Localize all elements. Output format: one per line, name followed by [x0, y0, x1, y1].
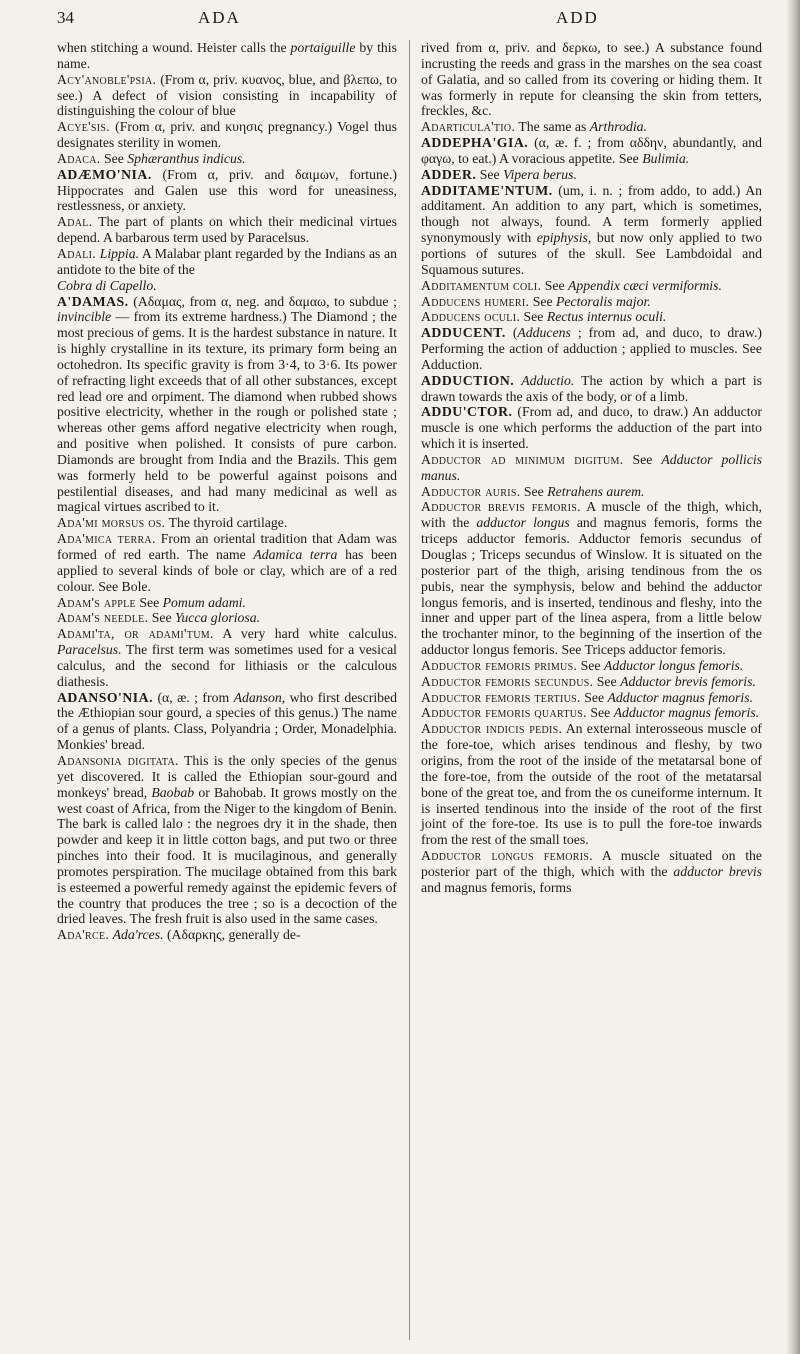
entry-text: when stitching a wound. Heister calls the [57, 40, 291, 55]
column-divider [409, 40, 410, 1340]
entry-headword: Adami'ta, or adami'tum. [57, 626, 214, 642]
dictionary-entry [421, 848, 762, 896]
entry-text: ( [505, 325, 518, 341]
entry-headword: Acy'anoble'psia. [57, 71, 157, 87]
dictionary-entry [57, 626, 397, 689]
dictionary-entry [57, 595, 397, 611]
entry-text-tail: or Bahobab. It grows mostly on the west coast of Africa, from the Niger to the kingdom of Benin. The bark is called lalo : the negroes dry it in the shade, then powder and keep it in little cotton bags, and put two or three pinches into their food. It is mucilaginous, and generally promotes perspiration. The mucilage obtained from this bark is esteemed a powerful remedy against the epidemic fevers of the country that produces the tree ; so is a decoction of the dried leaves. The fresh fruit is also used in the same cases. [57, 784, 397, 927]
entry-text: (From ad, and duco, to draw.) An adductor muscle is one which performs the adduction of the part into which it is inserted. [421, 404, 762, 452]
dictionary-entry [421, 309, 762, 325]
dictionary-entry [421, 183, 762, 278]
entry-cross-reference: Bulimia. [642, 150, 690, 166]
entry-cross-reference: Paracelsus. [57, 642, 122, 658]
entry-headword: Ada'mica terra. [57, 531, 156, 547]
entry-cross-reference: Adductio. [521, 372, 575, 388]
entry-text-tail: but now only applied to two portions of sutures of the skull. See Lambdoidal and Squamous sutures. [421, 230, 762, 277]
entry-text: See [529, 293, 557, 309]
entry-cross-reference: Appendix cæci vermiformis. [568, 277, 722, 293]
entry-text: (α, æ. ; from [153, 689, 234, 705]
dictionary-entry [57, 294, 397, 516]
entry-text: See [520, 483, 548, 499]
running-head-left: ADA [198, 8, 241, 27]
entry-text: (um, i. n. ; from addo, to add.) An additament. An addition to any part, which is sometimes, though not always, found. A term formerly applied synonymously with [421, 182, 762, 246]
entry-headword: ADDEPHA'GIA. [421, 135, 529, 151]
entry-text-tail: ; from ad, and duco, to draw.) Performing the action of adduction ; applied to muscles. See Adduction. [421, 325, 762, 372]
dictionary-entry [421, 373, 762, 405]
entry-cross-reference: Pectoralis major. [556, 293, 651, 309]
entry-cross-reference: Adducens [517, 325, 571, 341]
entry-text: See [135, 594, 163, 610]
entry-text: rived from α, priv. and δερκω, to see.) A substance found incrusting the reeds and grass in the marshes on the sea coast of Galatia, and so called from its covering or hiding them. It was formerly in repute for cleansing the skin from tetters, freckles, &c. [421, 40, 762, 119]
entry-cross-reference: Pomum adami. [162, 594, 246, 610]
entry-cross-reference: adductor longus [476, 515, 570, 531]
entry-cross-reference: Vipera berus. [503, 166, 577, 182]
entry-cross-reference: Adamica terra [253, 547, 338, 562]
running-head-right: ADD [556, 8, 599, 27]
entry-headword: Adductor femoris primus. [421, 657, 578, 673]
entry-headword: Adal. [57, 214, 93, 230]
entry-text: (From α, priv. and κυησις pregnancy.) Vogel thus designates sterility in women. [57, 119, 397, 151]
entry-headword: Acye'sis. [57, 119, 110, 135]
entry-text: See [580, 689, 608, 705]
entry-headword: Adductor femoris quartus. [421, 705, 587, 721]
entry-text-tail: The first term was sometimes used for a vesical calculus, and the second for lithiasis or the calculous diathesis. [57, 642, 397, 689]
entry-headword: Adansonia digitata. [57, 752, 179, 768]
entry-text: (α, æ. f. ; from αδδην, abundantly, and φαγω, to eat.) A voracious appetite. See [421, 135, 762, 166]
entry-text: (From α, priv. and δαιμων, fortune.) Hippocrates and Galen use this word for uneasiness, restlessness, or anxiety. [57, 166, 397, 214]
dictionary-entry [57, 246, 397, 278]
entry-headword: Adductor brevis femoris. [421, 499, 581, 515]
dictionary-entry [57, 119, 397, 151]
entry-cross-reference: Adanson, [233, 689, 286, 705]
dictionary-entry [57, 214, 397, 246]
entry-headword: Adductor auris. [421, 483, 521, 499]
entry-headword: ADANSO'NIA. [57, 689, 154, 705]
entry-cross-reference: Adductor longus femoris. [603, 657, 744, 673]
entry-cross-reference: Arthrodia. [589, 119, 647, 135]
entry-text-tail: and magnus femoris, forms the triceps adductor femoris. Adductor femoris secundus of Douglas ; Triceps secundus of Winslow. It is situated on the posterior part of the thigh, arising tendinous from the os pubis, near the symphysis, below and behind the adductor longus femoris, and is inserted, tendinous and fleshy, into the inner and upper part of the linea aspera, from a little below the trochanter minor, to the beginning of the insertion of the adductor longus femoris. See Triceps adductor femoris. [421, 515, 763, 658]
entry-headword: Adaca. [57, 150, 101, 166]
entry-headword: Adam's needle. [57, 610, 149, 626]
entry-headword: ADDUCTION. [421, 372, 515, 388]
entry-text: The thyroid cartilage. [165, 515, 288, 531]
entry-text-tail: The action by which a part is drawn towards the axis of the body, or of a limb. [421, 372, 763, 404]
entry-headword: A'DAMAS. [57, 293, 129, 309]
entry-text: (Αδαμας, from α, neg. and δαμαω, to subdue ; [128, 293, 397, 309]
left-column [57, 40, 397, 943]
entry-headword: Ada'rce. [57, 927, 110, 943]
entry-text: See [100, 150, 128, 166]
entry-text-tail: has been applied to several kinds of bole or clay, which are of a red colour. See Bole. [57, 547, 397, 594]
entry-text: A very hard white calculus. [213, 626, 398, 642]
dictionary-entry [57, 753, 397, 927]
dictionary-entry [57, 927, 397, 943]
page-number: 34 [57, 8, 74, 27]
page-header [0, 6, 800, 32]
entry-cross-reference: invincible [57, 309, 112, 325]
dictionary-entry [421, 119, 762, 135]
entry-text-tail: (Αδαρκης, generally de- [163, 927, 301, 943]
entry-headword: Adducens oculi. [421, 309, 521, 325]
entry-headword: Adductor femoris secundus. [421, 673, 594, 689]
entry-text: See [476, 166, 504, 182]
entry-cross-reference: Retrahens aurem. [547, 483, 645, 499]
dictionary-entry [421, 278, 762, 294]
entry-cross-reference: Sphæranthus indicus. [127, 150, 246, 166]
entry-headword: ADÆMO'NIA. [57, 166, 152, 182]
dictionary-entry [57, 278, 397, 294]
entry-text: See [593, 673, 621, 689]
dictionary-entry [57, 515, 397, 531]
entry-headword: Adarticula'tio. [421, 119, 516, 135]
entry-text: (From α, priv. κυανος, blue, and βλεπω, to see.) A defect of vision consisting in incapability of distinguishing the colour of blue [57, 71, 397, 119]
entry-cross-reference: adductor brevis [673, 863, 762, 879]
entry-text: See [577, 657, 604, 673]
entry-headword: Adducens humeri. [421, 293, 530, 309]
entry-cross-reference: Adductor magnus femoris. [613, 705, 760, 721]
entry-cross-reference: Yucca gloriosa. [175, 610, 261, 626]
entry-cross-reference: portaiguille [290, 40, 356, 55]
entry-cross-reference: Baobab [151, 784, 195, 800]
dictionary-entry [57, 690, 397, 753]
dictionary-entry [421, 484, 762, 500]
entry-cross-reference: Rectus internus oculi. [546, 309, 667, 325]
entry-headword: Adductor longus femoris. [421, 848, 593, 864]
entry-cross-reference: epiphysis, [536, 230, 592, 246]
right-column [421, 40, 762, 896]
entry-cross-reference: Adductor brevis femoris. [620, 673, 756, 689]
entry-headword: Adam's apple [57, 594, 136, 610]
entry-cross-reference: Cobra di Capello. [57, 277, 157, 293]
entry-text: See [586, 705, 614, 721]
dictionary-entry [421, 690, 762, 706]
entry-text: See [148, 610, 175, 626]
entry-text: The part of plants on which their medicinal virtues depend. A barbarous term used by Paracelsus. [57, 214, 397, 246]
dictionary-entry [57, 610, 397, 626]
entry-headword: Additamentum coli. [421, 277, 542, 293]
entry-cross-reference: Lippia. [99, 245, 140, 261]
entry-text: This is the only species of the genus yet discovered. It is called the Ethiopian sour-gourd and monkeys' bread, [57, 752, 398, 800]
entry-headword: Ada'mi morsus os. [57, 515, 166, 531]
page-edge-shadow [786, 0, 800, 1354]
entry-text: A muscle of the thigh, which, with the [421, 499, 762, 531]
entry-cross-reference: Ada'rces. [112, 927, 164, 943]
entry-headword: ADDUCENT. [421, 325, 506, 341]
dictionary-entry [57, 151, 397, 167]
dictionary-entry [421, 325, 762, 373]
dictionary-entry [421, 499, 762, 657]
entry-headword: ADDITAME'NTUM. [421, 182, 553, 198]
dictionary-entry [57, 72, 397, 120]
dictionary-entry [421, 167, 762, 183]
entry-text: From an oriental tradition that Adam was formed of red earth. The name [57, 531, 398, 562]
dictionary-entry [421, 452, 762, 484]
entry-headword: Adali. [57, 245, 97, 261]
dictionary-entry [57, 167, 397, 215]
entry-headword: Adductor ad minimum digitum. [421, 451, 624, 467]
entry-text: See [520, 309, 547, 325]
dictionary-entry [421, 705, 762, 721]
entry-text: See [623, 451, 662, 467]
dictionary-entry [421, 404, 762, 452]
entry-headword: Adductor indicis pedis. [421, 721, 563, 737]
dictionary-entry [421, 294, 762, 310]
entry-text-tail: who first described the Æthiopian sour gourd, a species of this genus.) The name of a genus of plants. Class, Polyandria ; Order, Monadelphia. Monkies' bread. [57, 689, 397, 753]
entry-headword: Adductor femoris tertius. [421, 689, 581, 705]
entry-text-tail: — from its extreme hardness.) The Diamond ; the most precious of gems. It is the hardest substance in nature. It is highly crystalline in its texture, its primary form being an octohedron. Its specific gravity is from 3·4, to 3·6. Its power of refracting light exceeds that of all other substances, except red lead ore and orpiment. The diamond when rubbed shows positive electricity, whether in the rough or polished state ; whereas other gems afford negative electricity when rough, and positive when polished. It consists of pure carbon. Diamonds are brought from India and the Brazils. This gem was formerly held to be powerful against poisons and pestilential diseases, and had many medicinal as well as magical virtues ascribed to it. [57, 309, 397, 515]
dictionary-entry [57, 531, 397, 594]
dictionary-entry [421, 40, 762, 119]
entry-text: See [541, 277, 569, 293]
dictionary-entry [421, 674, 762, 690]
dictionary-entry [421, 135, 762, 167]
dictionary-entry [421, 658, 762, 674]
entry-cross-reference: Adductor magnus femoris. [607, 689, 754, 705]
dictionary-entry [57, 40, 397, 72]
entry-text-tail: A Malabar plant regarded by the Indians as an antidote to the bite of the [57, 245, 398, 277]
dictionary-entry [421, 721, 762, 848]
entry-headword: ADDER. [421, 166, 477, 182]
entry-text: An external interosseous muscle of the fore-toe, which arises tendinous and fleshy, by two origins, from the root of the inside of the metatarsal bone of the fore-toe, from the outside of the root of the metatarsal bone of the great toe, and from the os cuneiforme internum. It is inserted tendinous into the inside of the root of the first joint of the fore-toe. Its use is to pull the fore-toe inwards from the rest of the small toes. [421, 721, 762, 848]
entry-cross-reference: Adductor pollicis manus. [421, 451, 762, 483]
entry-text-tail: and magnus femoris, forms [421, 879, 572, 895]
entry-text: The same as [515, 119, 590, 135]
entry-text-tail: by this name. [57, 40, 397, 71]
entry-headword: ADDU'CTOR. [421, 404, 513, 420]
entry-text: A muscle situated on the posterior part of the thigh, which with the [421, 848, 762, 879]
